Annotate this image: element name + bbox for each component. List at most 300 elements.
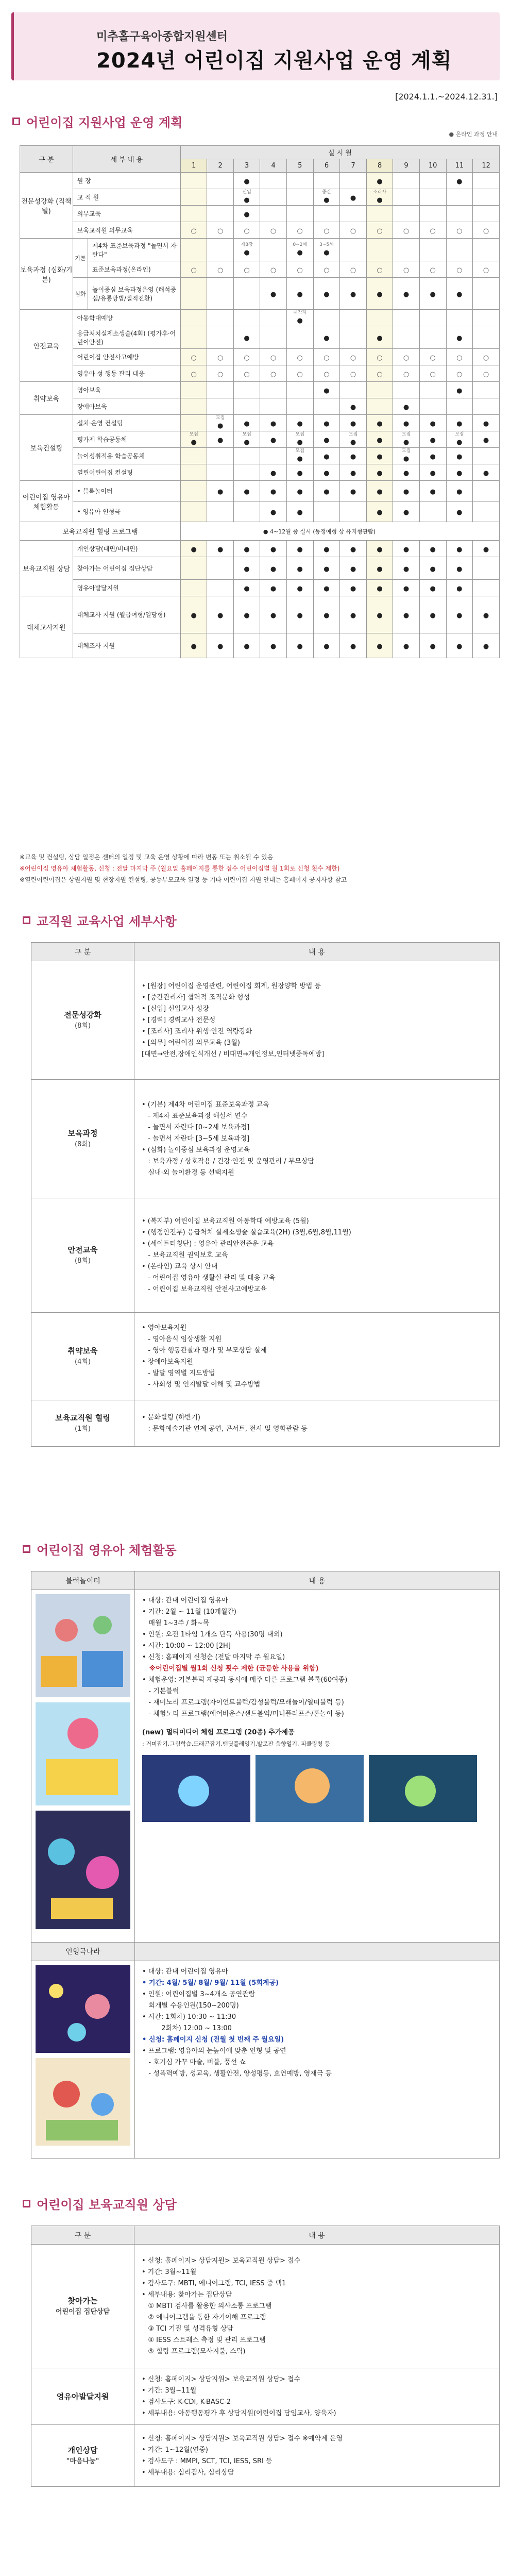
row-item: 보육교직원 의무교육 (73, 222, 180, 239)
edu-content (134, 1313, 500, 1400)
scheduled-dot-icon: ● (366, 481, 393, 501)
empty-cell (419, 173, 446, 189)
row-item: 열린어린이집 컨설팅 (73, 464, 180, 481)
online-ring-icon: ○ (180, 365, 207, 382)
empty-cell (260, 173, 286, 189)
empty-cell (473, 173, 500, 189)
scheduled-dot-icon: ● (286, 557, 313, 580)
col-sched: 실 시 월 (180, 146, 499, 159)
online-ring-icon: ○ (286, 261, 313, 278)
online-ring-icon: ○ (473, 365, 500, 382)
empty-cell (260, 382, 286, 398)
content-line: - 보육교직원 권익보호 교육 (142, 1251, 228, 1259)
row-category: 대체교사지원 (20, 596, 73, 658)
scheduled-dot-icon: ● (446, 173, 473, 189)
schedule-table (20, 145, 500, 658)
scheduled-dot-icon: ● (286, 580, 313, 596)
row-category: 취약보육 (20, 382, 73, 415)
row-subcategory: 심화 (73, 278, 88, 310)
schedule-row (20, 310, 500, 326)
content-line: 매월 1~3주 / 화~목 (142, 1619, 210, 1628)
content-line: • 대상: 관내 어린이집 영유아 (142, 1597, 228, 1605)
schedule-row (20, 278, 500, 310)
scheduled-dot-icon: ● (366, 464, 393, 481)
content-line: - 어린이집 보육교직원 안전사고예방교육 (142, 1285, 267, 1293)
empty-cell (207, 398, 233, 415)
content-line: • [경력] 경력교사 전문성 (142, 1016, 216, 1024)
scheduled-dot-icon: ● (313, 596, 340, 633)
scheduled-dot-icon: ● (446, 382, 473, 398)
online-ring-icon: ○ (233, 222, 260, 239)
scheduled-dot-icon: ● (313, 580, 340, 596)
empty-cell (473, 501, 500, 522)
empty-cell (313, 173, 340, 189)
month-5: 5 (286, 159, 313, 173)
row-item: 대체교사 지원 (월급여형/일당형) (73, 596, 180, 633)
scheduled-dot-icon: ● (419, 580, 446, 596)
empty-cell (473, 398, 500, 415)
empty-cell (286, 398, 313, 415)
empty-cell (207, 326, 233, 349)
row-item: 영유아발달지원 (73, 580, 180, 596)
edu-content (134, 1080, 500, 1198)
scheduled-dot-icon: ● (446, 448, 473, 464)
empty-cell (286, 189, 313, 206)
online-ring-icon: ○ (473, 261, 500, 278)
empty-cell (207, 382, 233, 398)
counsel-table (31, 2226, 500, 2487)
online-ring-icon: ○ (286, 365, 313, 382)
counsel-content (134, 2425, 500, 2487)
row-item: 장애아보육 (73, 398, 180, 415)
month-9: 9 (393, 159, 419, 173)
scheduled-dot-icon: ● (233, 557, 260, 580)
scheduled-dot-icon: ● (313, 326, 340, 349)
row-item: 놀이중심 보육과정운영 (해석중심/유통방법/질적전환) (88, 278, 180, 310)
empty-cell (286, 382, 313, 398)
scheduled-dot-icon: ● (340, 398, 366, 415)
content-line: • 검사도구 : MMPI, SCT, TCI, IESS, SRI 등 (142, 2457, 272, 2465)
scheduled-dot-icon: 모집 ● (207, 415, 233, 431)
edu-category: 안전교육 (8회) (31, 1198, 134, 1313)
month-6: 6 (313, 159, 340, 173)
scheduled-dot-icon: ● (446, 278, 473, 310)
puppet-head: 인형극나라 (31, 1942, 135, 1961)
scheduled-dot-icon: ● (313, 415, 340, 431)
row-item: 영유아 성 행동 관리 대응 (73, 365, 180, 382)
content-line: • 장애아보육지원 (142, 1358, 193, 1366)
scheduled-dot-icon: 모집 ● (286, 448, 313, 464)
scheduled-dot-icon: 제작자 ● (286, 310, 313, 326)
content-line: • [조리사] 조리사 위생·안전 역량강화 (142, 1027, 252, 1035)
scheduled-dot-icon: ● (446, 501, 473, 522)
online-ring-icon: ○ (340, 349, 366, 365)
content-line: • 검사도구: MBTI, 에니어그램, TCI, IESS 중 택1 (142, 2279, 286, 2287)
page-title: 2024년 어린이집 지원사업 운영 계획 (96, 49, 452, 73)
scheduled-dot-icon: ● (446, 481, 473, 501)
edu-content (134, 1198, 500, 1313)
counsel-row (31, 2425, 500, 2487)
scheduled-dot-icon: ● (419, 541, 446, 557)
scheduled-dot-icon: ● (286, 278, 313, 310)
scheduled-dot-icon: ● (313, 557, 340, 580)
empty-cell (286, 206, 313, 222)
empty-cell (473, 580, 500, 596)
content-line: - 체험노리 프로그램(에어바운스/샌드볼억/미니플러프스/톤놀이 등) (142, 1710, 344, 1718)
scheduled-dot-icon: ● (419, 633, 446, 658)
empty-cell (180, 239, 207, 261)
content-line: • 기간: 1~12월(연중) (142, 2446, 208, 2454)
content-line: • 신청: 홈페이지> 상담지원> 보육교직원 상담> 접수 (142, 2375, 301, 2383)
col-head-1: 구 분 (31, 943, 134, 961)
schedule-row (20, 261, 500, 278)
edu-category: 보육과정 (8회) (31, 1080, 134, 1198)
empty-cell (473, 278, 500, 310)
content-line: • [중간관리자] 협력적 조직문화 형성 (142, 993, 250, 1001)
col-head-2: 내 용 (134, 2226, 500, 2245)
empty-cell (180, 189, 207, 206)
content-line: ③ TCI 기질 및 성격유형 상담 (142, 2324, 233, 2333)
scheduled-dot-icon: ● (207, 431, 233, 448)
row-category: 전문성강화 (직책별) (20, 173, 73, 239)
scheduled-dot-icon: ● (366, 501, 393, 522)
section4-title: 어린이집 보육교직원 상담 (23, 2195, 177, 2213)
online-ring-icon: ○ (366, 365, 393, 382)
online-ring-icon: ○ (446, 349, 473, 365)
empty-cell (233, 398, 260, 415)
col-head-2: 내 용 (134, 943, 500, 961)
empty-cell (473, 326, 500, 349)
scheduled-dot-icon: ● (313, 382, 340, 398)
scheduled-dot-icon: ● (286, 633, 313, 658)
content-line: • (복지부) 어린이집 보육교직원 아동학대 예방교육 (5월) (142, 1217, 309, 1225)
empty-cell (340, 382, 366, 398)
scheduled-dot-icon: ● (446, 633, 473, 658)
online-ring-icon: ○ (446, 222, 473, 239)
month-3: 3 (233, 159, 260, 173)
scheduled-dot-icon: ● (446, 326, 473, 349)
online-ring-icon: ○ (260, 349, 286, 365)
scheduled-dot-icon: ● (313, 431, 340, 448)
empty-cell (419, 398, 446, 415)
scheduled-dot-icon: ● (260, 431, 286, 448)
schedule-row (20, 415, 500, 431)
scheduled-dot-icon: 모집 ● (286, 431, 313, 448)
empty-cell (207, 464, 233, 481)
scheduled-dot-icon: ● (286, 596, 313, 633)
content-line: • 기간: 2월 ~ 11월 (10개월간) (142, 1608, 237, 1616)
edu-content (134, 1400, 500, 1447)
scheduled-dot-icon: 모집 ● (446, 431, 473, 448)
empty-cell (180, 173, 207, 189)
scheduled-dot-icon: ● (340, 557, 366, 580)
empty-cell (286, 326, 313, 349)
content-line: • [신입] 신입교사 성장 (142, 1005, 209, 1013)
org-name: 미추홀구육아종합지원센터 (96, 30, 228, 43)
scheduled-dot-icon: ● (393, 580, 419, 596)
empty-cell (180, 326, 207, 349)
empty-cell (233, 382, 260, 398)
content-line: • 세부내용: 심리검사, 심리상담 (142, 2468, 234, 2477)
scheduled-dot-icon: ● (207, 541, 233, 557)
counsel-category: 영유아발달지원 (31, 2368, 134, 2425)
empty-cell (207, 501, 233, 522)
row-item: 표준보육과정(온라인) (88, 261, 180, 278)
scheduled-dot-icon: 신입 ● (233, 189, 260, 206)
schedule-row (20, 349, 500, 365)
edu-table (31, 942, 500, 1447)
content-line: 회개별 수용인원(150~200명) (142, 2001, 239, 2010)
scheduled-dot-icon: ● (419, 464, 446, 481)
empty-cell (180, 206, 207, 222)
online-ring-icon: ○ (286, 349, 313, 365)
scheduled-dot-icon: ● (366, 541, 393, 557)
scheduled-dot-icon: 조리사 ● (366, 189, 393, 206)
content-line: • [의무] 어린이집 의무교육 (3월) (142, 1039, 240, 1047)
content-line: • [원장] 어린이집 운영관련, 어린이집 회계, 원장양학 방법 등 (142, 982, 321, 990)
empty-cell (419, 239, 446, 261)
empty-cell (207, 173, 233, 189)
scheduled-dot-icon: ● (473, 464, 500, 481)
empty-cell (393, 206, 419, 222)
scheduled-dot-icon: ● (286, 541, 313, 557)
scheduled-dot-icon: 모집 ● (233, 431, 260, 448)
empty-cell (473, 206, 500, 222)
online-ring-icon: ○ (260, 365, 286, 382)
online-ring-icon: ○ (340, 222, 366, 239)
online-ring-icon: ○ (393, 261, 419, 278)
scheduled-dot-icon: ● (366, 596, 393, 633)
counsel-row (31, 2368, 500, 2425)
empty-cell (393, 382, 419, 398)
row-item: 교 직 원 (73, 189, 180, 206)
scheduled-dot-icon: ● (366, 326, 393, 349)
col-group: 구 분 (20, 146, 73, 173)
schedule-row (20, 239, 500, 261)
content-line: • 신청: 홈페이지> 상담지원> 보육교직원 상담> 접수 (142, 2256, 301, 2265)
scheduled-dot-icon: 0~2세 ● (286, 239, 313, 261)
row-category: 어린이집 영유아체험활동 (20, 481, 73, 522)
empty-cell (180, 464, 207, 481)
scheduled-dot-icon: ● (180, 633, 207, 658)
counsel-category: 개인상담 "마음나눔" (31, 2425, 134, 2487)
content-line: • 시간: 1회차) 10:30 ~ 11:30 (142, 2013, 236, 2021)
empty-cell (473, 448, 500, 464)
empty-cell (446, 206, 473, 222)
schedule-row (20, 326, 500, 349)
empty-cell (446, 310, 473, 326)
online-ring-icon: ○ (180, 349, 207, 365)
schedule-row (20, 431, 500, 448)
heal-note: ● 4~12월 중 실시 (동정예형 상 유지형관람) (180, 522, 499, 541)
online-ring-icon: ○ (180, 222, 207, 239)
scheduled-dot-icon: 모집 ● (340, 431, 366, 448)
content-line: • 신청: 홈페이지> 상담지원> 보육교직원 상담> 접수 ※예약제 운영 (142, 2434, 343, 2443)
empty-cell (313, 398, 340, 415)
empty-cell (313, 501, 340, 522)
row-item: 놀이성취적용 학습공동체 (73, 448, 180, 464)
content-line: 실내·외 놀이환경 등 선택지원 (142, 1168, 234, 1177)
schedule-row (20, 398, 500, 415)
scheduled-dot-icon: ● (286, 464, 313, 481)
empty-cell (313, 310, 340, 326)
row-item: 평가제 학습공동체 (73, 431, 180, 448)
month-4: 4 (260, 159, 286, 173)
scheduled-dot-icon: ● (340, 415, 366, 431)
schedule-row (20, 596, 500, 633)
scheduled-dot-icon: ● (446, 580, 473, 596)
online-ring-icon: ○ (446, 261, 473, 278)
empty-cell (180, 448, 207, 464)
empty-cell (207, 239, 233, 261)
content-line: - 영아음식 임상생활 지원 (142, 1335, 222, 1343)
puppet-theater-photos (36, 1965, 130, 2151)
content-line: - 영아 행동관찰과 평가 및 부모상담 실제 (142, 1346, 267, 1354)
empty-cell (340, 501, 366, 522)
content-line: • 기간: 3월~11월 (142, 2386, 197, 2395)
scheduled-dot-icon: ● (473, 541, 500, 557)
online-ring-icon: ○ (366, 261, 393, 278)
scheduled-dot-icon: ● (207, 596, 233, 633)
empty-cell (366, 239, 393, 261)
empty-cell (260, 206, 286, 222)
empty-cell (340, 310, 366, 326)
row-item: 어린이집 안전사고예방 (73, 349, 180, 365)
scheduled-dot-icon: ● (366, 633, 393, 658)
empty-cell (313, 206, 340, 222)
empty-cell (260, 189, 286, 206)
schedule-row (20, 464, 500, 481)
content-line: • (기본) 제4차 어린이집 표준보육과정 교육 (142, 1100, 269, 1109)
scheduled-dot-icon: ● (233, 415, 260, 431)
content-line: - 기본블럭 (142, 1687, 179, 1696)
scheduled-dot-icon: ● (180, 596, 207, 633)
content-line: ② 에니어그램을 통한 자기이해 프로그램 (142, 2313, 266, 2321)
schedule-row (20, 481, 500, 501)
row-item: 찾아가는 어린이집 집단상담 (73, 557, 180, 580)
scheduled-dot-icon: ● (393, 415, 419, 431)
online-ring-icon: ○ (393, 365, 419, 382)
empty-cell (260, 239, 286, 261)
row-item: 아동학대예방 (73, 310, 180, 326)
schedule-row (20, 173, 500, 189)
scheduled-dot-icon: ● (286, 501, 313, 522)
scheduled-dot-icon: ● (207, 633, 233, 658)
online-ring-icon: ○ (260, 222, 286, 239)
empty-cell (473, 310, 500, 326)
online-ring-icon: ○ (419, 222, 446, 239)
empty-cell (207, 189, 233, 206)
empty-cell (260, 398, 286, 415)
empty-cell (419, 206, 446, 222)
row-item: 영아보육 (73, 382, 180, 398)
content-line: : 보육과정 / 상호작용 / 건강·안전 및 운영관리 / 부모상담 (142, 1157, 314, 1165)
scheduled-dot-icon: ● (180, 541, 207, 557)
empty-cell (340, 173, 366, 189)
content-line: • 영아보육지원 (142, 1324, 187, 1332)
empty-cell (446, 398, 473, 415)
row-category: 보육컨설팅 (20, 415, 73, 481)
scheduled-dot-icon: ● (366, 173, 393, 189)
counsel-row (31, 2245, 500, 2368)
scheduled-dot-icon: ● (260, 541, 286, 557)
online-ring-icon: ○ (286, 222, 313, 239)
empty-cell (233, 310, 260, 326)
empty-cell (233, 448, 260, 464)
content-line: ① MBTI 검사를 활용한 의사소통 프로그램 (142, 2302, 272, 2310)
empty-cell (233, 501, 260, 522)
empty-cell (207, 310, 233, 326)
square-bullet-icon (23, 2200, 30, 2207)
empty-cell (366, 206, 393, 222)
content-line: • (행정안전부) 응급처치 실제소생술 실습교육(2H) (3월,6월,8월,11월) (142, 1228, 351, 1236)
online-ring-icon: ○ (207, 349, 233, 365)
content-line: - 사회성 및 인지발달 이해 및 교수방법 (142, 1380, 261, 1389)
new-program-sub: : 거미잡기,그림학습,드래곤잡기,밴딧플레잉기,발로판 음향열기, 피클링칭 등 (142, 1741, 330, 1748)
scheduled-dot-icon: ● (393, 541, 419, 557)
online-ring-icon: ○ (180, 261, 207, 278)
empty-cell (393, 239, 419, 261)
title-banner (11, 12, 500, 80)
empty-cell (473, 239, 500, 261)
scheduled-dot-icon: ● (207, 481, 233, 501)
col-head-2: 내 용 (135, 1571, 500, 1590)
empty-cell (180, 310, 207, 326)
scheduled-dot-icon: ● (366, 557, 393, 580)
scheduled-dot-icon: ● (446, 415, 473, 431)
scheduled-dot-icon: ● (233, 206, 260, 222)
scheduled-dot-icon: 제8강 ● (233, 239, 260, 261)
multimedia-photos (142, 1750, 492, 1831)
scheduled-dot-icon: ● (393, 481, 419, 501)
row-category: 보육과정 (심화/기본) (20, 239, 73, 310)
row-item: • 블록놀이터 (73, 481, 180, 501)
scheduled-dot-icon: ● (313, 278, 340, 310)
scheduled-dot-icon: ● (366, 580, 393, 596)
content-line: • 세부내용: 아동행동평가 후 상담지원(어린이집 담임교사, 양육자) (142, 2409, 336, 2417)
scheduled-dot-icon: ● (286, 481, 313, 501)
scheduled-dot-icon: ● (393, 557, 419, 580)
scheduled-dot-icon: ● (340, 633, 366, 658)
puppet-content (135, 1961, 500, 2158)
content-line: • 검사도구: K-CDI, K-BASC-2 (142, 2398, 231, 2406)
empty-cell (180, 382, 207, 398)
scheduled-dot-icon: ● (446, 557, 473, 580)
counsel-content (134, 2245, 500, 2368)
edu-row (31, 1313, 500, 1400)
empty-cell (207, 448, 233, 464)
row-item: 응급처치실제소생술(4회) (평가후·어린이안전) (73, 326, 180, 349)
empty-cell (340, 239, 366, 261)
square-bullet-icon (23, 916, 30, 924)
scheduled-dot-icon: ● (340, 596, 366, 633)
scheduled-dot-icon: ● (233, 481, 260, 501)
content-line: - 놀면서 자란다 [0~2세 보육과정] (142, 1123, 250, 1131)
online-ring-icon: ○ (313, 349, 340, 365)
content-line: : 문화예술기관 연계 공연, 콘서트, 전시 및 영화관람 등 (142, 1425, 308, 1433)
col-item: 세 부 내 용 (73, 146, 180, 173)
scheduled-dot-icon: ● (233, 326, 260, 349)
content-line: ⑤ 힐링 프로그램(모사지불, 스틱) (142, 2347, 246, 2355)
online-ring-icon: ○ (233, 365, 260, 382)
scheduled-dot-icon: ● (313, 464, 340, 481)
online-ring-icon: ○ (446, 365, 473, 382)
content-line: • 기간: 4월/ 5월/ 8월/ 9월/ 11월 (5회계공) (142, 1979, 279, 1987)
scheduled-dot-icon: ● (419, 278, 446, 310)
content-line: • 프로그램: 영유아의 눈높이에 맞춘 인형 및 공연 (142, 2047, 286, 2055)
empty-cell (260, 310, 286, 326)
scheduled-dot-icon: ● (473, 415, 500, 431)
